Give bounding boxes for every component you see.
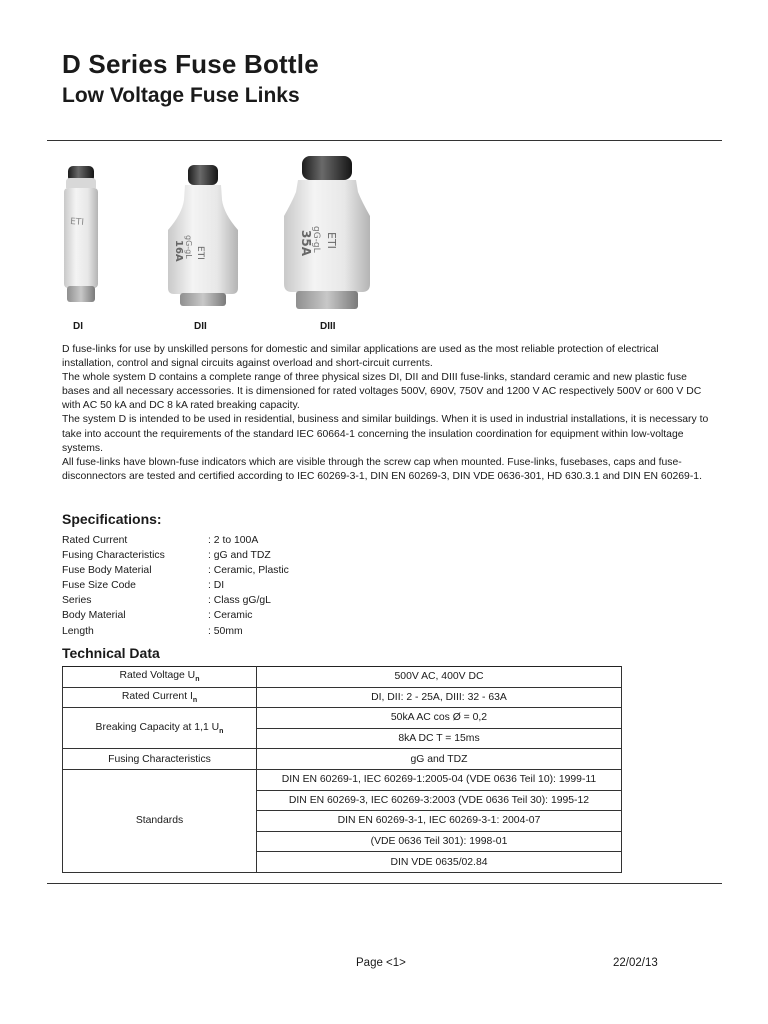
table-row bbox=[63, 687, 622, 708]
table-value-cell: 50kA AC cos Ø = 0,2 bbox=[257, 708, 622, 729]
specifications-list bbox=[62, 533, 289, 639]
svg-text:gG-gL: gG-gL bbox=[311, 226, 321, 253]
spec-row bbox=[62, 593, 289, 608]
spec-key: Fuse Body Material bbox=[62, 565, 152, 577]
spec-key: Rated Current bbox=[62, 535, 128, 546]
fuse-diii-label: DIII bbox=[320, 321, 336, 332]
spec-key: Length bbox=[62, 625, 94, 637]
spec-value: : 50mm bbox=[208, 625, 243, 637]
spec-value: : gG and TDZ bbox=[208, 550, 271, 562]
svg-text:ETI: ETI bbox=[325, 232, 338, 249]
spec-value: : DI bbox=[208, 580, 225, 592]
specifications-heading: Specifications: bbox=[62, 511, 162, 527]
bottom-divider bbox=[47, 883, 722, 884]
fuse-diii-image bbox=[282, 152, 374, 314]
spec-key: Series bbox=[62, 595, 92, 607]
table-key-cell: Standards bbox=[63, 769, 257, 872]
spec-row bbox=[62, 533, 289, 548]
table-row bbox=[63, 769, 622, 790]
table-value-cell: (VDE 0636 Teil 301): 1998-01 bbox=[257, 831, 622, 852]
description-paragraph: All fuse-links have blown-fuse indicators which are visible through the screw cap when mounted. Fuse-links, fusebases, caps and fuse-disconnectors are tested and certified according to IEC 60269-3-1, DIN EN 60269-3, DIN VDE 0636-301, HD 630.3.1 and DIN EN 60269-1. bbox=[62, 456, 702, 482]
spec-key: Fusing Characteristics bbox=[62, 550, 165, 562]
table-key-cell: Fusing Characteristics bbox=[63, 749, 257, 770]
spec-row bbox=[62, 563, 289, 578]
table-value-cell: DIN EN 60269-3-1, IEC 60269-3-1: 2004-07 bbox=[257, 811, 622, 832]
svg-text:gG-gL: gG-gL bbox=[184, 235, 193, 259]
fuse-di-label: DI bbox=[73, 321, 83, 332]
table-key-cell: Rated Current $I_n$ bbox=[63, 687, 257, 708]
description-paragraph: D fuse-links for use by unskilled persons for domestic and similar applications are used as the most reliable protection of electrical installation, control and signal circuits against overload and short-circuit currents. bbox=[62, 344, 659, 370]
spec-row bbox=[62, 608, 289, 623]
spec-key: Fuse Size Code bbox=[62, 580, 136, 592]
description-paragraph: The system D is intended to be used in residential, business and similar buildings. When it is used in industrial installations, it is necessary to take into account the requirements of the standard IEC 60664-1 concerning the insulation coordination for equipment within low-voltage systems. bbox=[62, 414, 709, 454]
table-value-cell: gG and TDZ bbox=[257, 749, 622, 770]
technical-data-heading: Technical Data bbox=[62, 645, 160, 661]
table-value-cell: DIN EN 60269-1, IEC 60269-1:2005-04 (VDE 0636 Teil 10): 1999-11 bbox=[257, 769, 622, 790]
table-value-cell: 8kA DC T = 15ms bbox=[257, 728, 622, 749]
footer-date: 22/02/13 bbox=[613, 957, 658, 969]
svg-text:ETI: ETI bbox=[195, 246, 205, 260]
fuse-di-image bbox=[56, 160, 106, 310]
table-row bbox=[63, 667, 622, 688]
spec-key: Body Material bbox=[62, 610, 126, 622]
spec-value: : Ceramic, Plastic bbox=[208, 565, 289, 577]
table-row bbox=[63, 708, 622, 729]
svg-text:35A: 35A bbox=[299, 230, 313, 256]
spec-row bbox=[62, 624, 289, 639]
spec-value: : 2 to 100A bbox=[208, 535, 259, 546]
spec-value: : Ceramic bbox=[208, 610, 253, 622]
table-value-cell: DI, DII: 2 - 25A, DIII: 32 - 63A bbox=[257, 687, 622, 708]
table-value-cell: DIN EN 60269-3, IEC 60269-3:2003 (VDE 0636 Teil 30): 1995-12 bbox=[257, 790, 622, 811]
page-title: D Series Fuse Bottle bbox=[62, 49, 319, 79]
spec-row bbox=[62, 548, 289, 563]
description bbox=[62, 343, 712, 484]
svg-text:16A: 16A bbox=[173, 240, 184, 262]
description-paragraph: The whole system D contains a complete range of three physical sizes DI, DII and DIII fuse-links, standard ceramic and new plastic fuse bases and all necessary accessories. It is dimensioned for rated voltages 500V, 690V, 750V and 1200 V AC respectively 500V or 600 V DC with AC 50 kA and DC 8 kA rated breaking capacity. bbox=[62, 372, 702, 412]
spec-row bbox=[62, 578, 289, 593]
svg-text:ETI: ETI bbox=[69, 217, 85, 228]
table-key-cell: Breaking Capacity at 1,1 $U_n$ bbox=[63, 708, 257, 749]
page-subtitle: Low Voltage Fuse Links bbox=[62, 84, 300, 107]
spec-value: : Class gG/gL bbox=[208, 595, 271, 607]
table-row bbox=[63, 749, 622, 770]
fuse-dii-label: DII bbox=[194, 321, 207, 332]
table-key-cell: Rated Voltage $U_n$ bbox=[63, 667, 257, 688]
table-value-cell: DIN VDE 0635/02.84 bbox=[257, 852, 622, 873]
technical-data-table bbox=[62, 666, 622, 873]
top-divider bbox=[47, 140, 722, 141]
fuse-dii-image bbox=[164, 160, 244, 310]
page-number: Page <1> bbox=[356, 957, 406, 969]
table-value-cell: 500V AC, 400V DC bbox=[257, 667, 622, 688]
